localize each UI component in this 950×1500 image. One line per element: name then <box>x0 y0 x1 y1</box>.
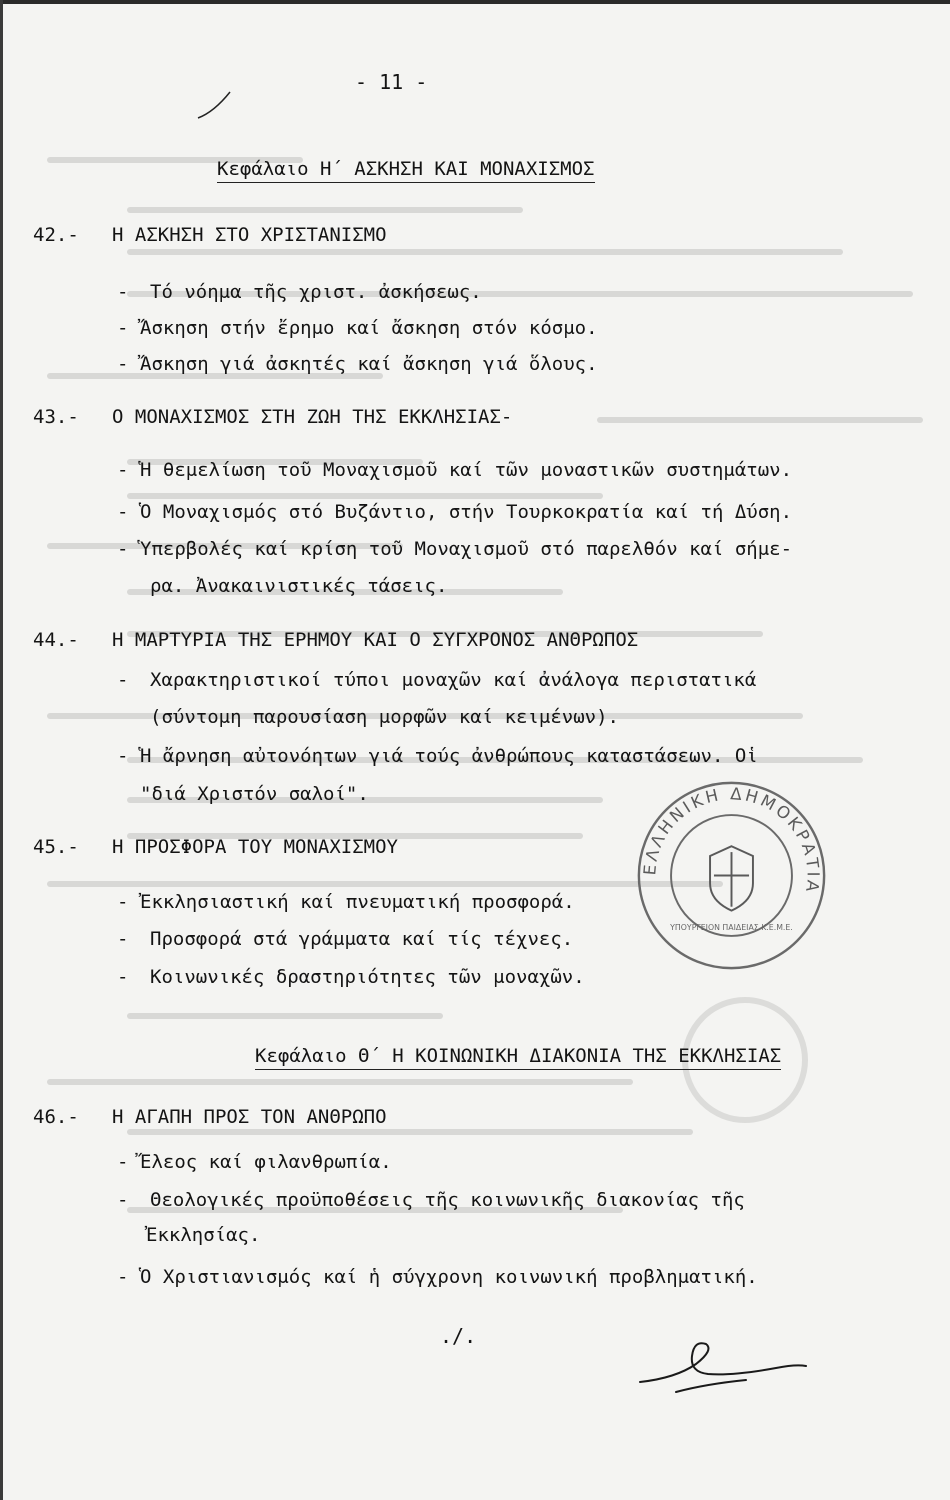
section-title: Η ΑΣΚΗΣΗ ΣΤΟ ΧΡΙΣΤΑΝΙΣΜΟ <box>112 224 387 246</box>
list-dash: - <box>117 1151 129 1173</box>
list-dash: - <box>117 928 129 950</box>
section-title: Η ΜΑΡΤΥΡΙΑ ΤΗΣ ΕΡΗΜΟΥ ΚΑΙ Ο ΣΥΓΧΡΟΝΟΣ ΑΝΘΡΩΠΟΣ <box>112 629 639 651</box>
section-number: 43.- <box>33 406 79 428</box>
list-item: Ἔλεος καί φιλανθρωπία. <box>140 1151 392 1173</box>
section-number: 44.- <box>33 629 79 651</box>
section-title: Ο ΜΟΝΑΧΙΣΜΟΣ ΣΤΗ ΖΩΗ ΤΗΣ ΕΚΚΛΗΣΙΑΣ- <box>112 406 513 428</box>
scan-edge-top <box>0 0 950 4</box>
list-dash: - <box>117 459 129 481</box>
list-item-continuation: "διά Χριστόν σαλοί". <box>140 783 369 805</box>
list-dash: - <box>117 538 129 560</box>
list-dash: - <box>117 317 129 339</box>
list-item: Ἄσκηση στήν ἔρημο καί ἄσκηση στόν κόσμο. <box>140 317 598 339</box>
page-number: - 11 - <box>355 70 428 94</box>
list-item-continuation: (σύντομη παρουσίαση μορφῶν καί κειμένων). <box>150 706 619 728</box>
end-mark: ./. <box>440 1324 477 1348</box>
list-item: Χαρακτηριστικοί τύποι μοναχῶν καί ἀνάλογα περιστατικά <box>150 669 757 691</box>
list-item: Ὑπερβολές καί κρίση τοῦ Μοναχισμοῦ στό παρελθόν καί σήμε- <box>140 538 793 560</box>
section-title: Η ΠΡΟΣΦΟΡΑ ΤΟΥ ΜΟΝΑΧΙΣΜΟΥ <box>112 836 398 858</box>
list-dash: - <box>117 669 129 691</box>
section-title: Η ΑΓΑΠΗ ΠΡΟΣ ΤΟΝ ΑΝΘΡΩΠΟ <box>112 1106 387 1128</box>
list-item: Ἐκκλησιαστική καί πνευματική προσφορά. <box>140 891 575 913</box>
list-dash: - <box>117 1189 129 1211</box>
pen-mark-icon <box>196 90 236 122</box>
chapter-heading: Κεφάλαιο Θ΄ Η ΚΟΙΝΩΝΙΚΗ ΔΙΑΚΟΝΙΑ ΤΗΣ ΕΚΚΛΗΣΙΑΣ <box>255 1044 781 1070</box>
list-item: Κοινωνικές δραστηριότητες τῶν μοναχῶν. <box>150 966 585 988</box>
section-number: 42.- <box>33 224 79 246</box>
list-item: Προσφορά στά γράμματα καί τίς τέχνες. <box>150 928 574 950</box>
section-number: 46.- <box>33 1106 79 1128</box>
list-dash: - <box>117 966 129 988</box>
list-dash: - <box>117 501 129 523</box>
list-item: Ὁ Μοναχισμός στό Βυζάντιο, στήν Τουρκοκρατία καί τή Δύση. <box>140 501 793 523</box>
list-item: Τό νόημα τῆς χριστ. ἀσκήσεως. <box>150 281 482 303</box>
list-item: Θεολογικές προϋποθέσεις τῆς κοινωνικῆς διακονίας τῆς <box>150 1189 745 1211</box>
chapter-heading: Κεφάλαιο Η΄ ΑΣΚΗΣΗ ΚΑΙ ΜΟΝΑΧΙΣΜΟΣ <box>217 157 595 183</box>
seal-ring-text: ΕΛΛΗΝΙΚΗ ΔΗΜΟΚΡΑΤΙΑ <box>640 784 823 896</box>
scan-edge-left <box>0 0 3 1500</box>
list-item-continuation: ρα. Ἀνακαινιστικές τάσεις. <box>150 575 448 597</box>
list-dash: - <box>117 353 129 375</box>
list-dash: - <box>117 281 129 303</box>
list-dash: - <box>117 1266 129 1288</box>
official-seal-icon <box>634 778 829 973</box>
list-item-continuation: Ἐκκλησίας. <box>146 1224 261 1246</box>
seal-inner-text: ΥΠΟΥΡΓΕΙΟΝ ΠΑΙΔΕΙΑΣ Κ.Ε.Μ.Ε. <box>670 923 793 933</box>
list-item: Ἡ θεμελίωση τοῦ Μοναχισμοῦ καί τῶν μοναστικῶν συστημάτων. <box>140 459 793 481</box>
list-item: Ἡ ἄρνηση αὐτονόητων γιά τούς ἀνθρώπους καταστάσεων. Οἱ <box>140 745 758 767</box>
list-item: Ἄσκηση γιά ἀσκητές καί ἄσκηση γιά ὅλους. <box>140 353 598 375</box>
signature-icon <box>636 1338 816 1398</box>
section-number: 45.- <box>33 836 79 858</box>
list-dash: - <box>117 745 129 767</box>
list-dash: - <box>117 891 129 913</box>
list-item: Ὁ Χριστιανισμός καί ἡ σύγχρονη κοινωνική προβληματική. <box>140 1266 758 1288</box>
